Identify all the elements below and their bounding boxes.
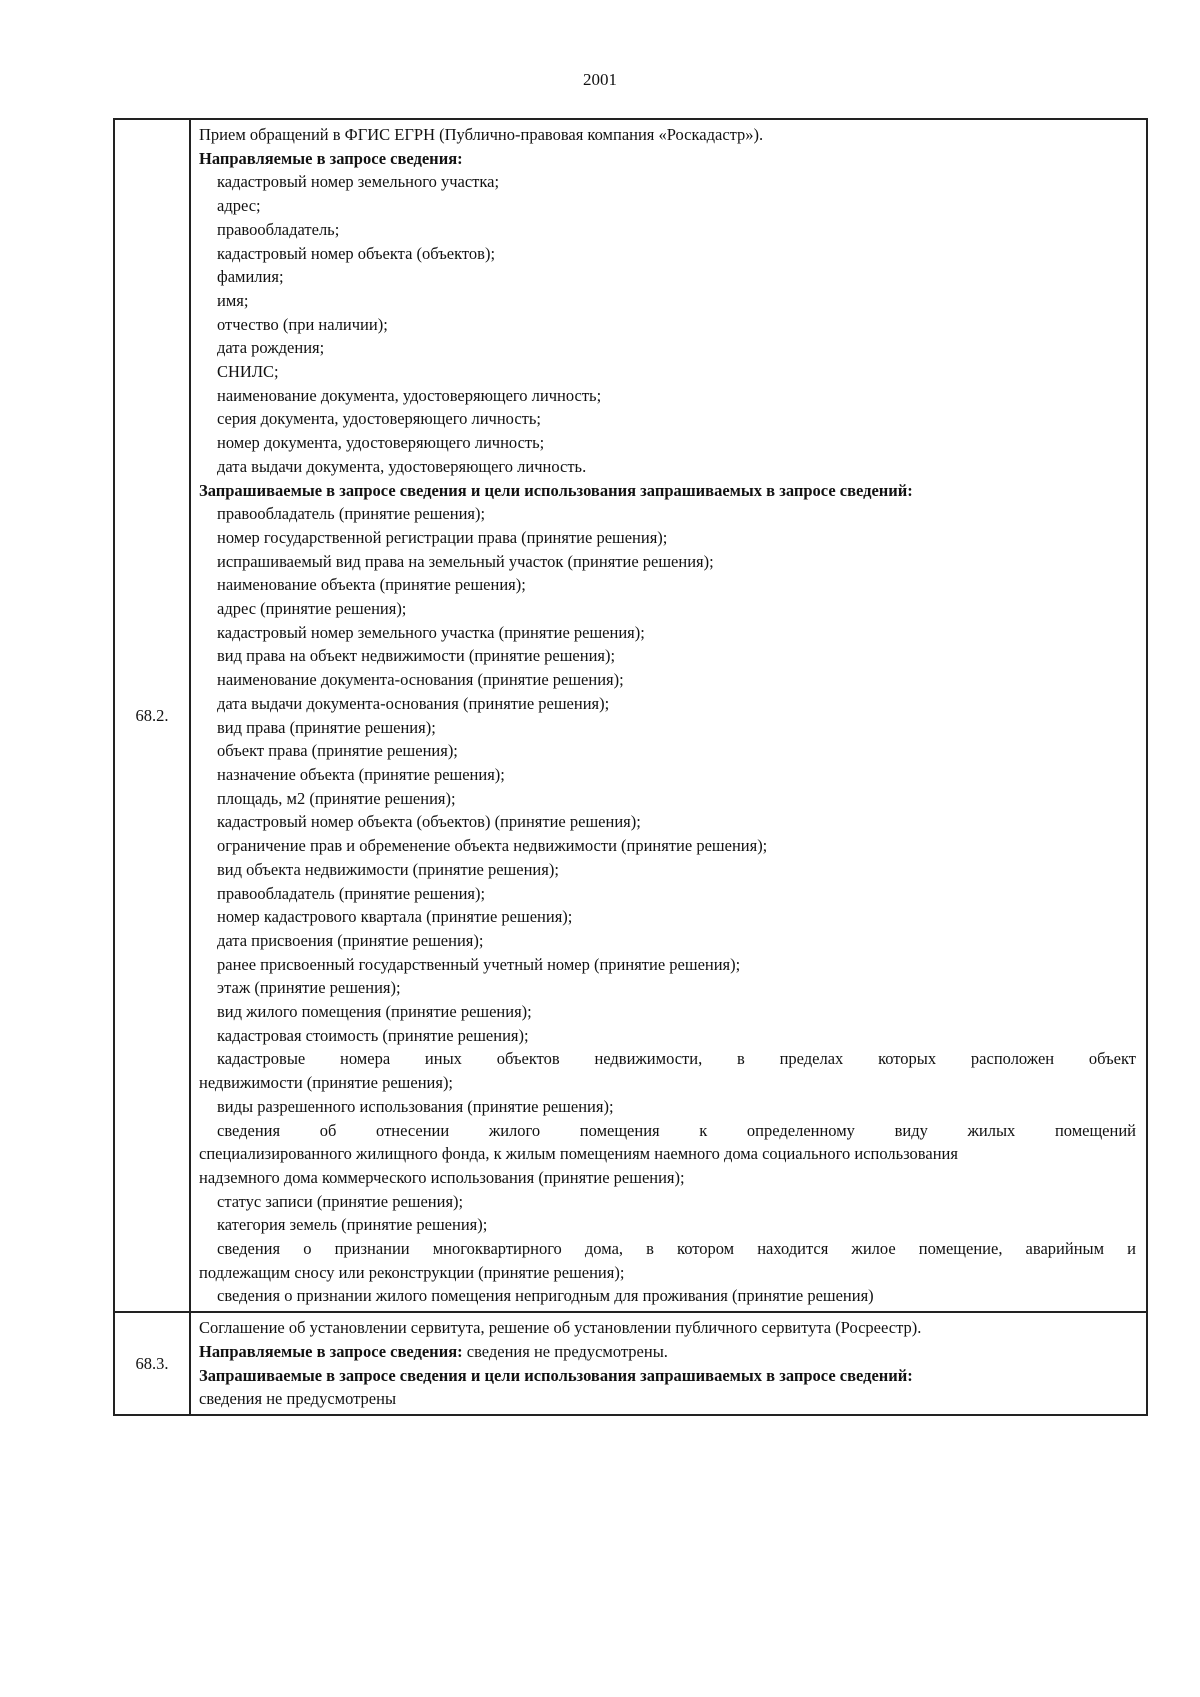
list-item: кадастровый номер земельного участка; [217, 172, 500, 192]
row-content [190, 119, 1147, 1312]
list-item: наименование документа, удостоверяющего личность; [217, 385, 602, 405]
list-item: сведения о признании жилого помещения непригодным для проживания (принятие решения) [217, 1286, 874, 1306]
list-item: кадастровые номера иных объектов недвижимости, в пределах которых расположен объект [217, 1049, 1136, 1069]
list-item: вид права (принятие решения); [217, 717, 436, 737]
labeled-line [199, 1340, 1136, 1364]
line-value: сведения не предусмотрены. [462, 1341, 668, 1361]
list-item: наименование документа-основания (принятие решения); [217, 670, 624, 690]
list-item: дата выдачи документа-основания (принятие решения); [217, 693, 610, 713]
list-item: правообладатель (принятие решения); [217, 883, 486, 903]
list-item: этаж (принятие решения); [217, 978, 401, 998]
list-item: вид объекта недвижимости (принятие решения); [217, 859, 559, 879]
row-number: 68.3. [114, 1312, 190, 1415]
list-item: номер кадастрового квартала (принятие решения); [217, 907, 573, 927]
list-item-continuation: подлежащим сносу или реконструкции (принятие решения); [199, 1262, 625, 1282]
list-item: испрашиваемый вид права на земельный участок (принятие решения); [217, 551, 714, 571]
list-item: назначение объекта (принятие решения); [217, 764, 505, 784]
paragraph-line: сведения не предусмотрены [199, 1389, 397, 1409]
list-item: дата присвоения (принятие решения); [217, 930, 484, 950]
row-content [190, 1312, 1147, 1415]
list-item: сведения об отнесении жилого помещения к определенному виду жилых помещений [217, 1120, 1136, 1140]
list-item: правообладатель (принятие решения); [217, 504, 486, 524]
list-item: статус записи (принятие решения); [217, 1191, 464, 1211]
page-number: 2001 [583, 70, 617, 89]
row-number: 68.2. [114, 119, 190, 1312]
list-item: категория земель (принятие решения); [217, 1215, 488, 1235]
list-item: кадастровая стоимость (принятие решения); [217, 1025, 529, 1045]
list-item-continuation: специализированного жилищного фонда, к жилым помещениям наемного дома социального использования [199, 1144, 958, 1164]
paragraph-line: Соглашение об установлении сервитута, решение об установлении публичного сервитута (Росреестр). [199, 1318, 922, 1338]
list-item: номер документа, удостоверяющего личность; [217, 433, 545, 453]
list-item-continuation: надземного дома коммерческого использования (принятие решения); [199, 1167, 685, 1187]
list-item: СНИЛС; [217, 362, 279, 382]
list-item: фамилия; [217, 267, 284, 287]
list-item: кадастровый номер объекта (объектов); [217, 243, 496, 263]
table-row [114, 119, 1147, 1312]
table-row [114, 1312, 1147, 1415]
list-item: площадь, м2 (принятие решения); [217, 788, 456, 808]
list-item: наименование объекта (принятие решения); [217, 575, 526, 595]
list-item: объект права (принятие решения); [217, 741, 458, 761]
section-heading: Запрашиваемые в запросе сведения и цели использования запрашиваемых в запросе сведений: [199, 1365, 913, 1385]
list-item: ранее присвоенный государственный учетный номер (принятие решения); [217, 954, 741, 974]
list-item: имя; [217, 290, 249, 310]
list-item: кадастровый номер земельного участка (принятие решения); [217, 622, 645, 642]
list-item: кадастровый номер объекта (объектов) (принятие решения); [217, 812, 641, 832]
list-item: адрес; [217, 196, 261, 216]
list-item: вид права на объект недвижимости (принятие решения); [217, 646, 616, 666]
list-item: номер государственной регистрации права (принятие решения); [217, 527, 668, 547]
section-heading: Запрашиваемые в запросе сведения и цели использования запрашиваемых в запросе сведений: [199, 480, 913, 500]
line-label: Направляемые в запросе сведения: [199, 1341, 463, 1361]
list-item: отчество (при наличии); [217, 314, 388, 334]
list-item-continuation: недвижимости (принятие решения); [199, 1073, 454, 1093]
list-item: ограничение прав и обременение объекта недвижимости (принятие решения); [217, 836, 768, 856]
section-heading: Направляемые в запросе сведения: [199, 148, 463, 168]
list-item: серия документа, удостоверяющего личность; [217, 409, 541, 429]
list-item: вид жилого помещения (принятие решения); [217, 1002, 532, 1022]
list-item: виды разрешенного использования (принятие решения); [217, 1096, 614, 1116]
list-item: адрес (принятие решения); [217, 599, 407, 619]
regulation-table [113, 118, 1148, 1416]
list-item: сведения о признании многоквартирного дома, в котором находится жилое помещение, аварийным и [217, 1239, 1136, 1259]
paragraph-line: Прием обращений в ФГИС ЕГРН (Публично-правовая компания «Роскадастр»). [199, 125, 764, 144]
list-item: правообладатель; [217, 219, 340, 239]
list-item: дата выдачи документа, удостоверяющего личность. [217, 456, 587, 476]
list-item: дата рождения; [217, 338, 325, 358]
